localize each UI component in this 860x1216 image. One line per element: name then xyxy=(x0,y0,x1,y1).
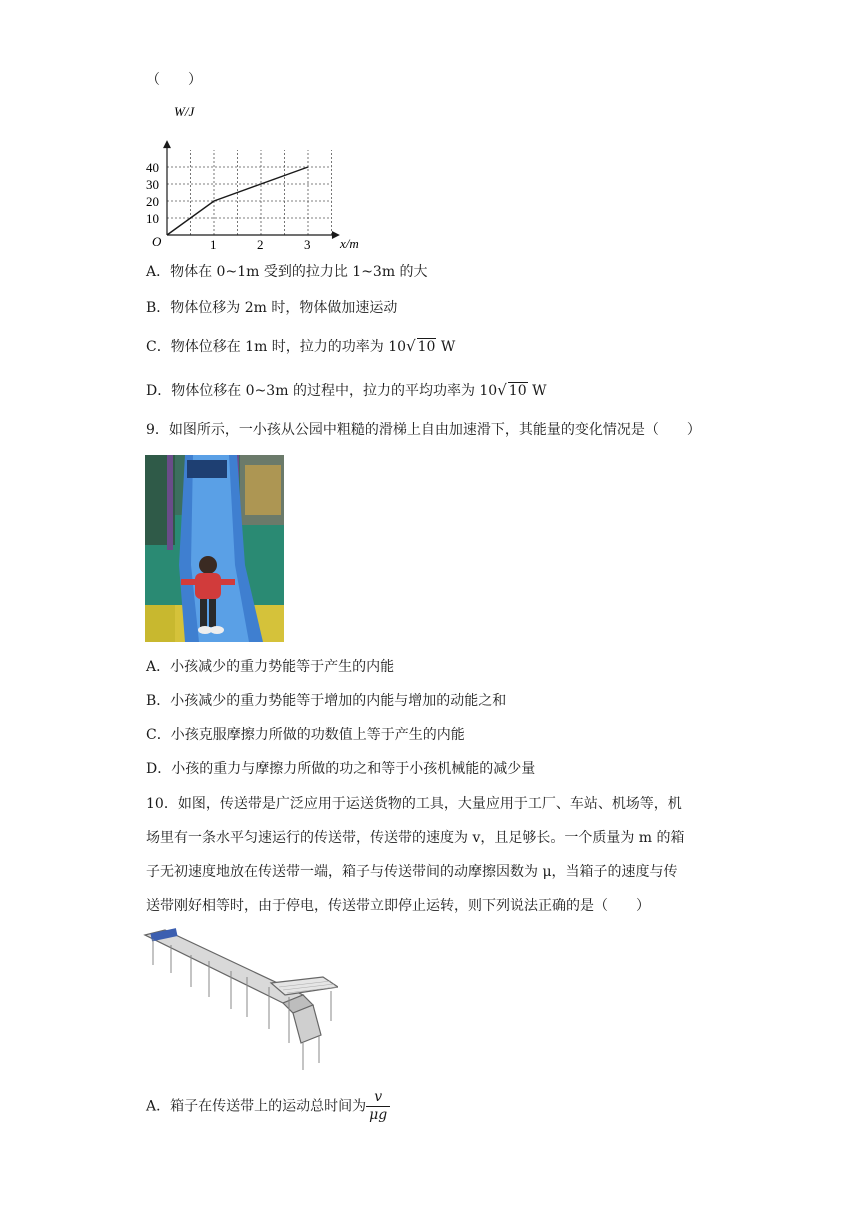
q8-option-c: C．物体位移在 1m 时，拉力的功率为 10√ 10 W xyxy=(146,337,456,355)
q9-option-b: B．小孩减少的重力势能等于增加的内能与增加的动能之和 xyxy=(146,693,507,709)
q10-stem-line-2: 场里有一条水平匀速运行的传送带，传送带的速度为 v，且足够长。一个质量为 m 的箱 xyxy=(146,830,685,846)
q10-option-a: A．箱子在传送带上的运动总时间为 $\frac{v}{\mu g}$ xyxy=(146,1089,390,1124)
conveyor-belt-image xyxy=(143,925,338,1075)
fraction: $\frac{v}{\mu g}$ xyxy=(366,1089,390,1124)
y-tick-label: 20 xyxy=(146,194,159,209)
origin-label: O xyxy=(152,234,162,249)
slide-photo xyxy=(145,455,284,642)
q9-stem: 9．如图所示，一小孩从公园中粗糙的滑梯上自由加速滑下，其能量的变化情况是（ ） xyxy=(146,422,701,438)
q10-stem-line-3: 子无初速度地放在传送带一端，箱子与传送带间的动摩擦因数为 μ，当箱子的速度与传 xyxy=(146,864,678,880)
q10-stem-line-1: 10．如图，传送带是广泛应用于运送货物的工具，大量应用于工厂、车站、机场等，机 xyxy=(146,796,682,812)
x-tick-label: 3 xyxy=(304,237,311,252)
x-axis-label: x/m xyxy=(340,236,359,251)
q8-option-d: D．物体位移在 0~3m 的过程中，拉力的平均功率为 10√ 10 W xyxy=(146,381,547,399)
q9-option-a: A．小孩减少的重力势能等于产生的内能 xyxy=(146,659,395,675)
answer-parenthesis: （ ） xyxy=(146,72,202,88)
q8-option-a: A．物体在 0~1m 受到的拉力比 1~3m 的大 xyxy=(146,264,428,280)
y-tick-label: 10 xyxy=(146,211,159,226)
q9-option-d: D．小孩的重力与摩擦力所做的功之和等于小孩机械能的减少量 xyxy=(146,761,536,777)
y-tick-label: 30 xyxy=(146,177,159,192)
q9-option-c: C．小孩克服摩擦力所做的功数值上等于产生的内能 xyxy=(146,727,465,743)
work-displacement-graph xyxy=(142,96,382,256)
q10-stem-line-4: 送带刚好相等时，由于停电，传送带立即停止运转，则下列说法正确的是（ ） xyxy=(146,898,650,914)
x-tick-label: 2 xyxy=(257,237,264,252)
q8-option-b: B．物体位移为 2m 时，物体做加速运动 xyxy=(146,300,398,316)
axes xyxy=(167,142,339,236)
x-tick-label: 1 xyxy=(210,237,217,252)
y-axis-label: W/J xyxy=(174,104,195,119)
y-tick-label: 40 xyxy=(146,160,159,175)
